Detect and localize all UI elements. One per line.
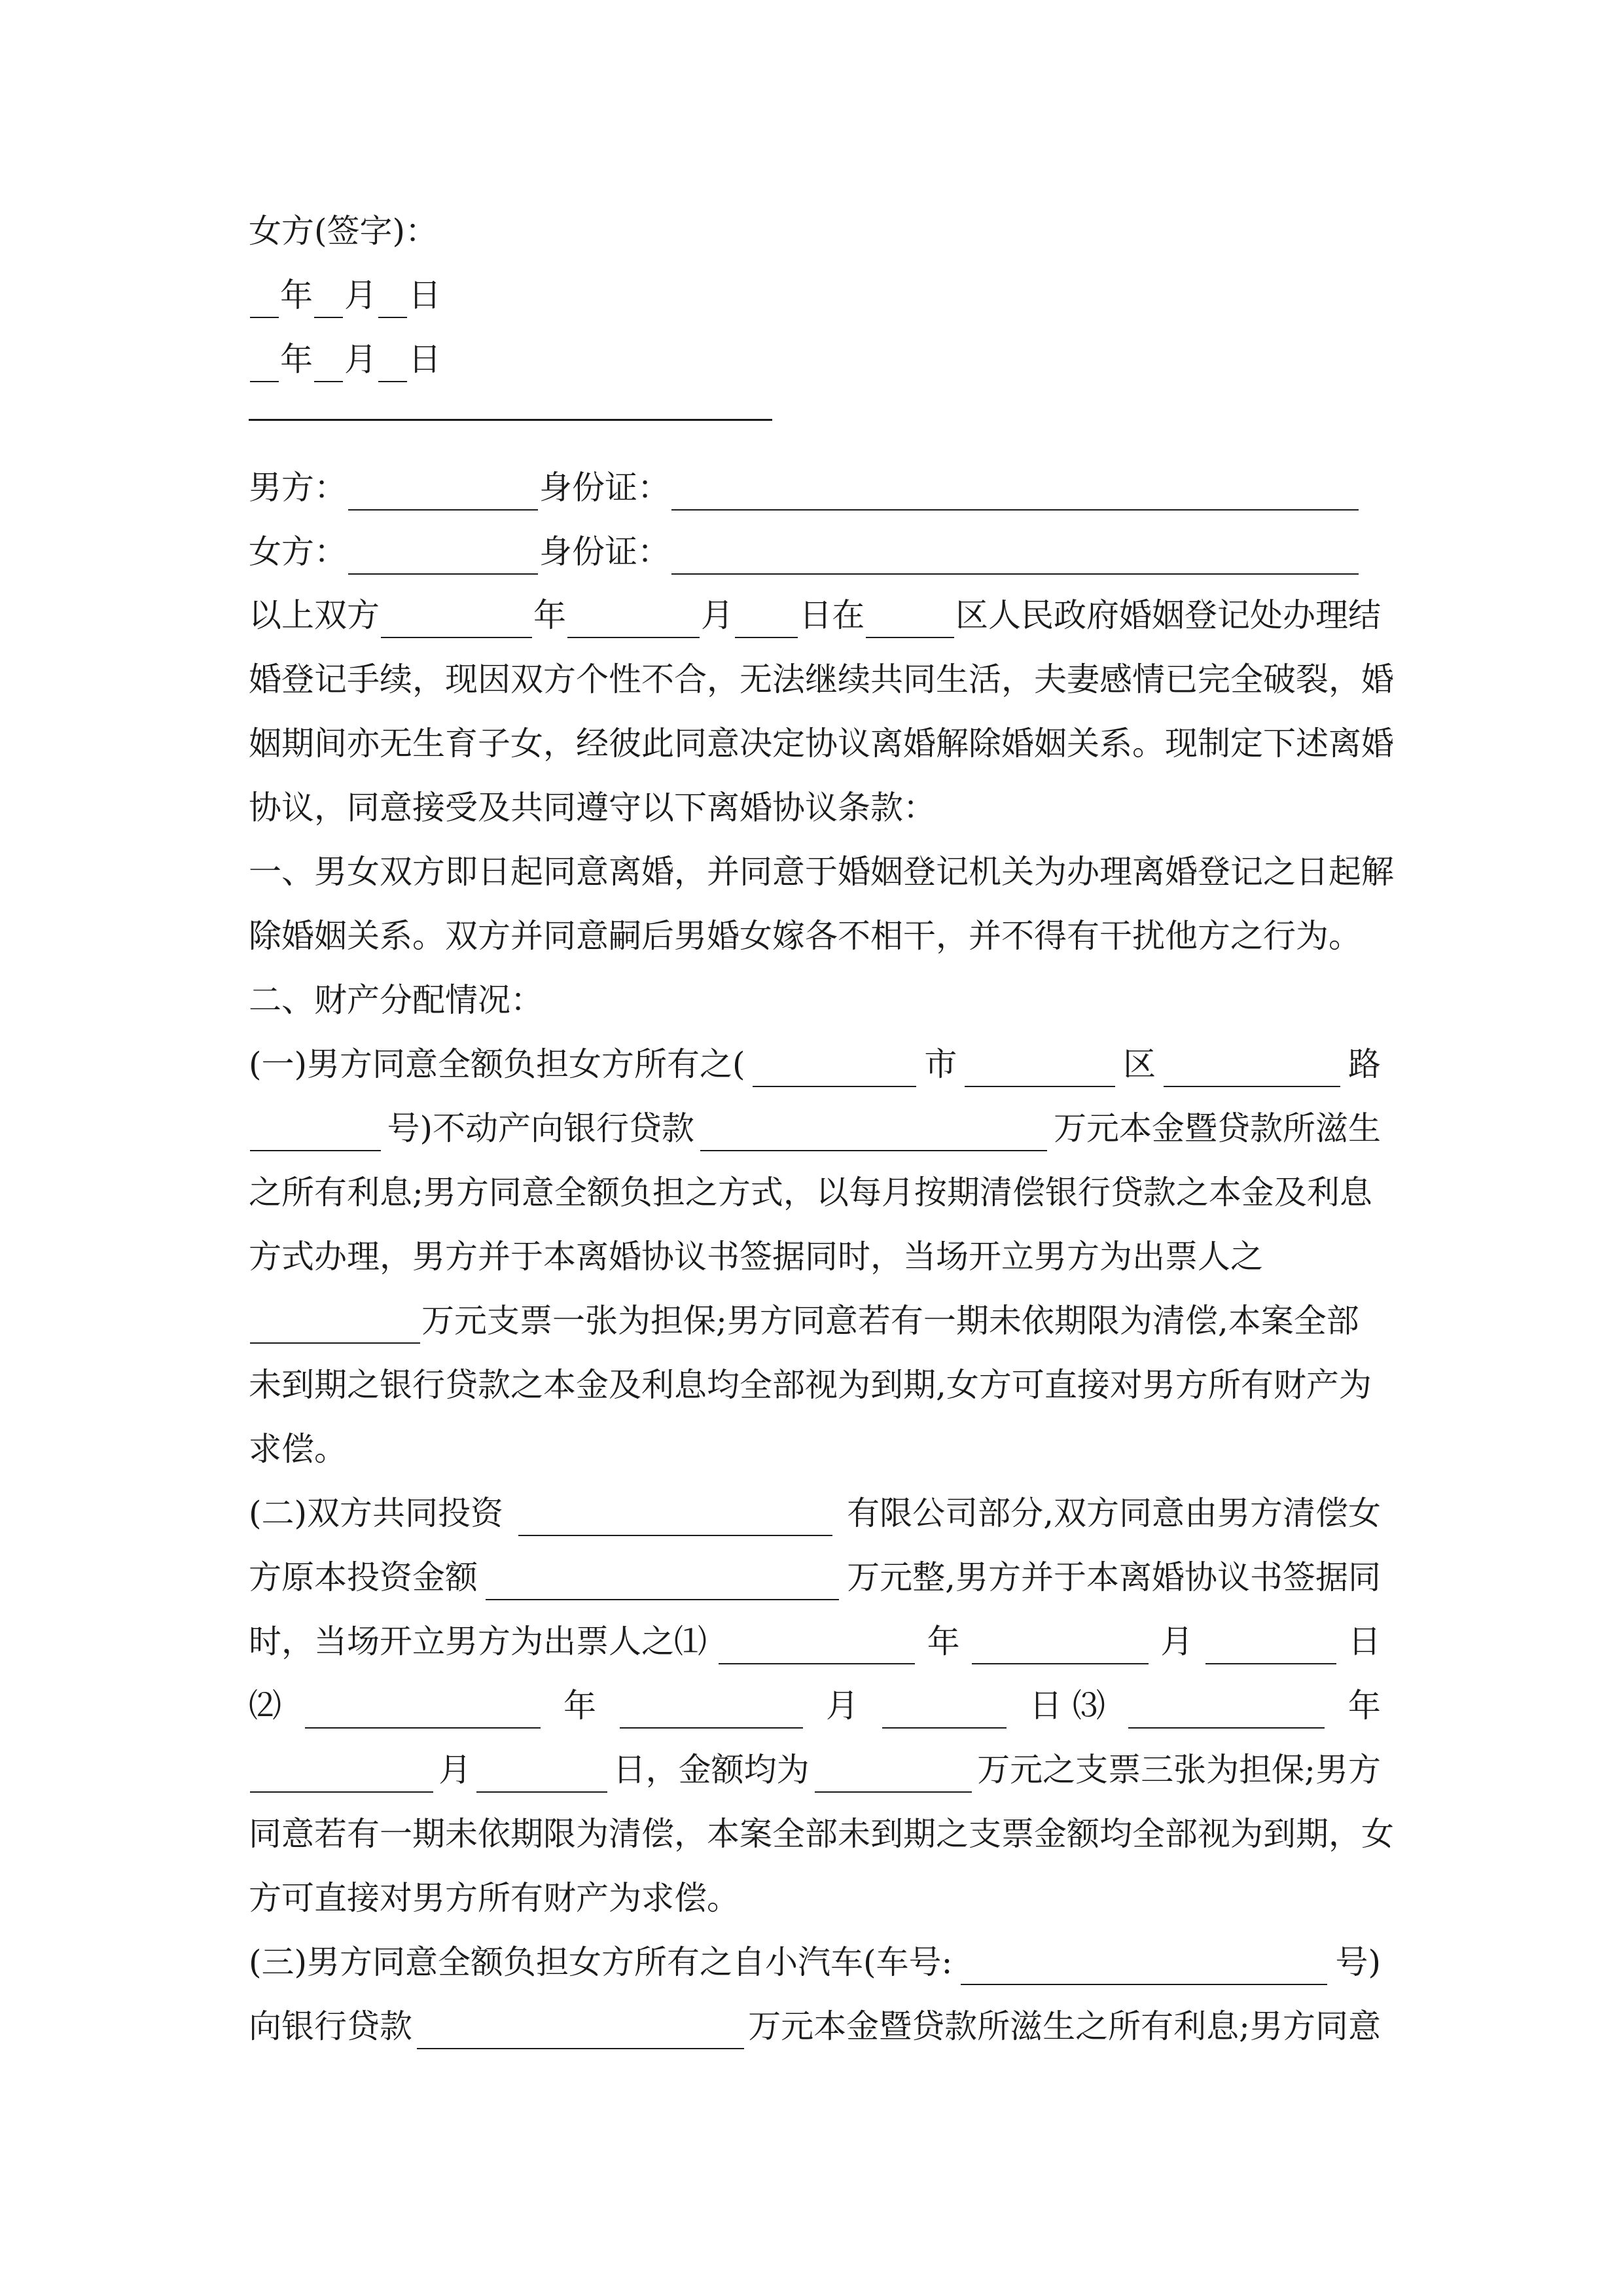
female-signature-label: 女方(签字)： bbox=[249, 212, 438, 250]
s2-line-3: 时，当场开立男方为出票人之⑴ 年 月 日 bbox=[249, 1619, 1381, 1664]
date-line-2: 年 月 日 bbox=[249, 336, 441, 382]
date-line-1: 年 月 日 bbox=[249, 272, 441, 318]
article-2-title: 二、财产分配情况： bbox=[249, 981, 543, 1019]
male-info-row: 男方： 身份证： bbox=[249, 465, 1360, 511]
s1-line-3: 之所有利息;男方同意全额负担之方式，以每月按期清偿银行贷款之本金及利息 bbox=[249, 1174, 1372, 1211]
s1-line-6: 未到期之银行贷款之本金及利息均全部视为到期,女方可直接对男方所有财产为 bbox=[249, 1366, 1372, 1404]
female-id-field[interactable] bbox=[671, 538, 1359, 575]
article-1-line-2: 除婚姻关系。双方并同意嗣后男婚女嫁各不相干，并不得有干扰他方之行为。 bbox=[249, 917, 1361, 955]
s3-line-1: (三)男方同意全额负担女方所有之自小汽车(车号: 号) bbox=[249, 1939, 1381, 1985]
female-name-field[interactable] bbox=[348, 538, 538, 575]
article-1-line-1: 一、男女双方即日起同意离婚，并同意于婚姻登记机关为办理离婚登记之日起解 bbox=[249, 853, 1394, 891]
s1-line-4: 方式办理，男方并于本离婚协议书签据同时，当场开立男方为出票人之 bbox=[249, 1238, 1263, 1276]
s3-line-2: 向银行贷款 万元本金暨贷款所滋生之所有利息;男方同意 bbox=[249, 2003, 1381, 2049]
s2-line-1: (二)双方共同投资 有限公司部分,双方同意由男方清偿女 bbox=[249, 1490, 1381, 1536]
separator-line bbox=[249, 419, 772, 421]
s1-line-7: 求偿。 bbox=[249, 1430, 347, 1468]
p1-line-3: 姻期间亦无生育子女，经彼此同意决定协议离婚解除婚姻关系。现制定下述离婚 bbox=[249, 725, 1394, 762]
s2-line-2: 方原本投资金额 万元整,男方并于本离婚协议书签据同 bbox=[249, 1554, 1381, 1600]
male-name-field[interactable] bbox=[348, 474, 538, 511]
p1-line-1: 以上双方 年 月 日在 区人民政府婚姻登记处办理结 bbox=[249, 592, 1381, 638]
s2-line-7: 方可直接对男方所有财产为求偿。 bbox=[249, 1879, 740, 1917]
s1-line-5: 万元支票一张为担保;男方同意若有一期未依期限为清偿,本案全部 bbox=[249, 1298, 1359, 1344]
s2-line-5: 月 日，金额均为 万元之支票三张为担保;男方 bbox=[249, 1747, 1381, 1793]
p1-line-4: 协议，同意接受及共同遵守以下离婚协议条款： bbox=[249, 789, 936, 827]
p1-line-2: 婚登记手续，现因双方个性不合，无法继续共同生活，夫妻感情已完全破裂，婚 bbox=[249, 660, 1394, 698]
male-id-field[interactable] bbox=[671, 474, 1359, 511]
s1-line-1: (一)男方同意全额负担女方所有之( 市 区 路 bbox=[249, 1041, 1381, 1087]
female-info-row: 女方： 身份证： bbox=[249, 529, 1360, 575]
s2-line-6: 同意若有一期未依期限为清偿，本案全部未到期之支票金额均全部视为到期，女 bbox=[249, 1815, 1394, 1853]
s1-line-2: 号)不动产向银行贷款 万元本金暨贷款所滋生 bbox=[249, 1105, 1381, 1151]
s2-line-4: ⑵ 年 月 日 ⑶ 年 bbox=[249, 1683, 1381, 1729]
